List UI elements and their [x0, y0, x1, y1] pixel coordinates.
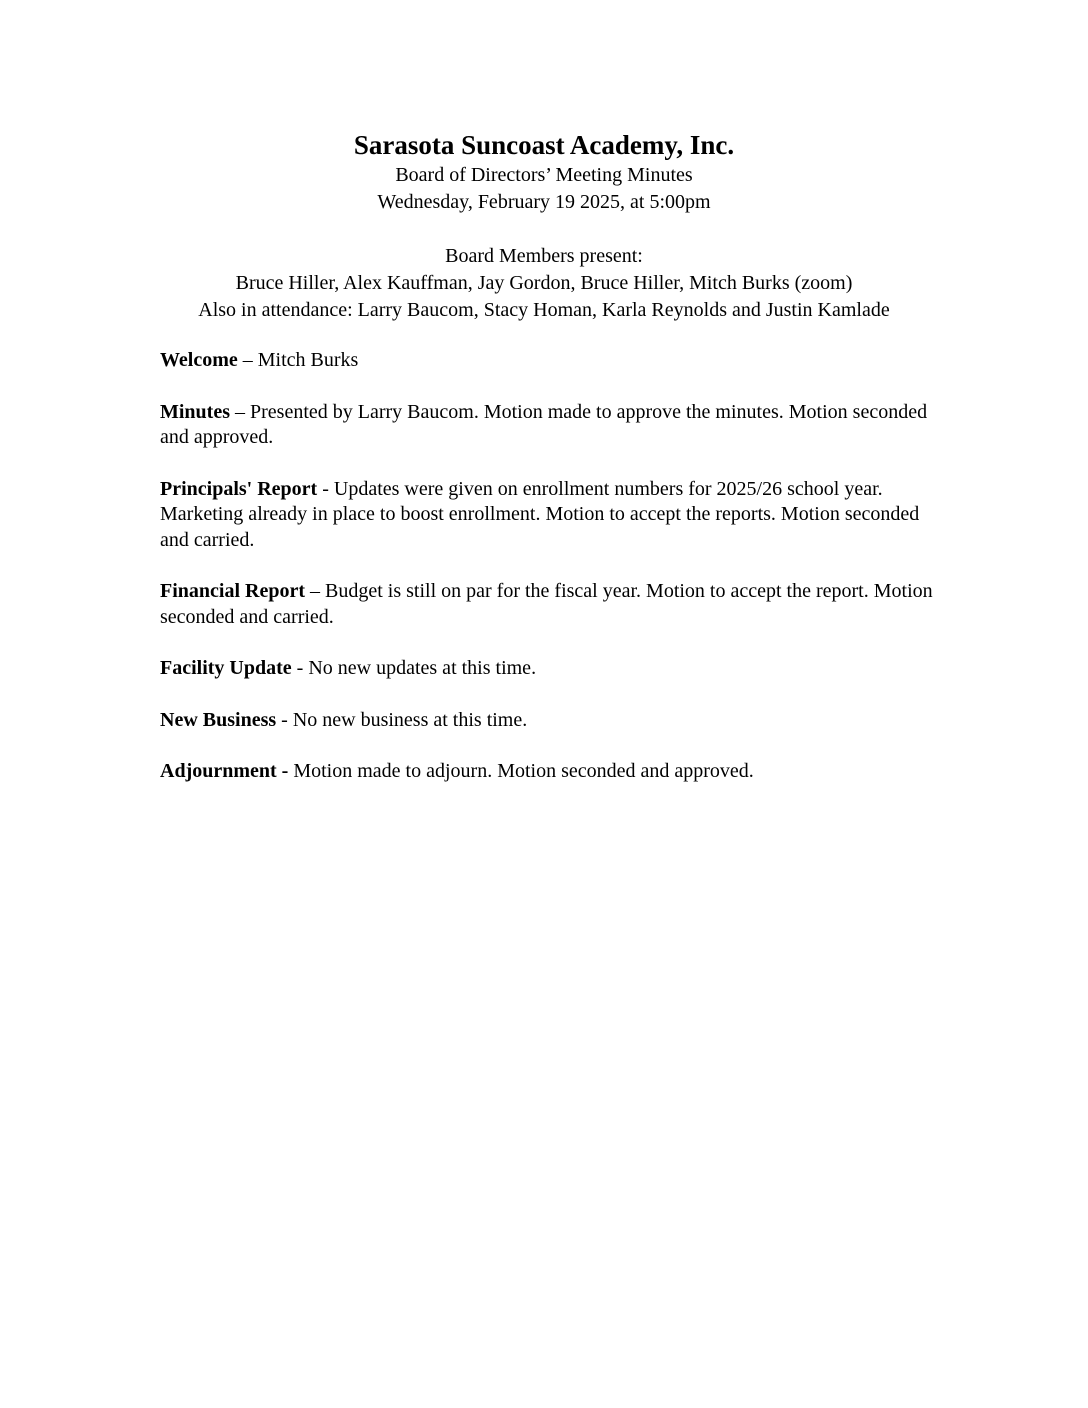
document-header: [0, 128, 1088, 216]
section-separator: -: [291, 657, 309, 679]
section-new-business: [160, 708, 940, 734]
section-separator: -: [276, 708, 293, 731]
section-text: No new business at this time.: [292, 708, 528, 731]
board-members-list: Bruce Hiller, Alex Kauffman, Jay Gordon, Bruce Hiller, Mitch Burks (zoom): [235, 272, 853, 294]
section-text: No new updates at this time.: [308, 657, 537, 679]
section-principals-report: [160, 477, 940, 554]
section-heading: Financial Report: [160, 580, 305, 602]
minutes-sections: [160, 348, 940, 811]
board-members-label: Board Members present:: [445, 245, 643, 267]
section-text: Updates were given on enrollment numbers for 2025/26 school year. Marketing already in place to boost enrollment. Motion to accept the reports. Motion seconded and carried.: [160, 477, 920, 551]
section-heading: Welcome: [160, 349, 238, 371]
meeting-date: Wednesday, February 19 2025, at 5:00pm: [377, 191, 711, 213]
organization-title: Sarasota Suncoast Academy, Inc.: [353, 130, 735, 160]
section-facility-update: [160, 656, 940, 682]
section-heading: New Business: [160, 708, 277, 731]
section-heading: Adjournment -: [160, 760, 289, 782]
section-text: Budget is still on par for the fiscal year. Motion to accept the report. Motion seconded and carried.: [160, 580, 933, 628]
section-financial-report: [160, 579, 940, 630]
section-separator: –: [230, 400, 250, 423]
section-text: Mitch Burks: [257, 349, 359, 371]
section-text: Motion made to adjourn. Motion seconded and approved.: [293, 760, 754, 782]
section-separator: –: [305, 580, 325, 602]
section-minutes: [160, 400, 940, 451]
section-heading: Principals' Report: [160, 477, 318, 500]
section-separator: -: [317, 477, 334, 500]
document-title: Board of Directors’ Meeting Minutes: [395, 164, 693, 186]
section-heading: Facility Update: [160, 657, 292, 679]
section-adjournment: [160, 759, 940, 785]
also-in-attendance: Also in attendance: Larry Baucom, Stacy Homan, Karla Reynolds and Justin Kamlade: [198, 299, 890, 321]
section-text: Presented by Larry Baucom. Motion made to approve the minutes. Motion seconded and approved.: [160, 400, 928, 448]
section-welcome: [160, 348, 940, 374]
section-separator: –: [237, 349, 258, 371]
attendance-block: [0, 243, 1088, 324]
section-heading: Minutes: [160, 400, 230, 423]
